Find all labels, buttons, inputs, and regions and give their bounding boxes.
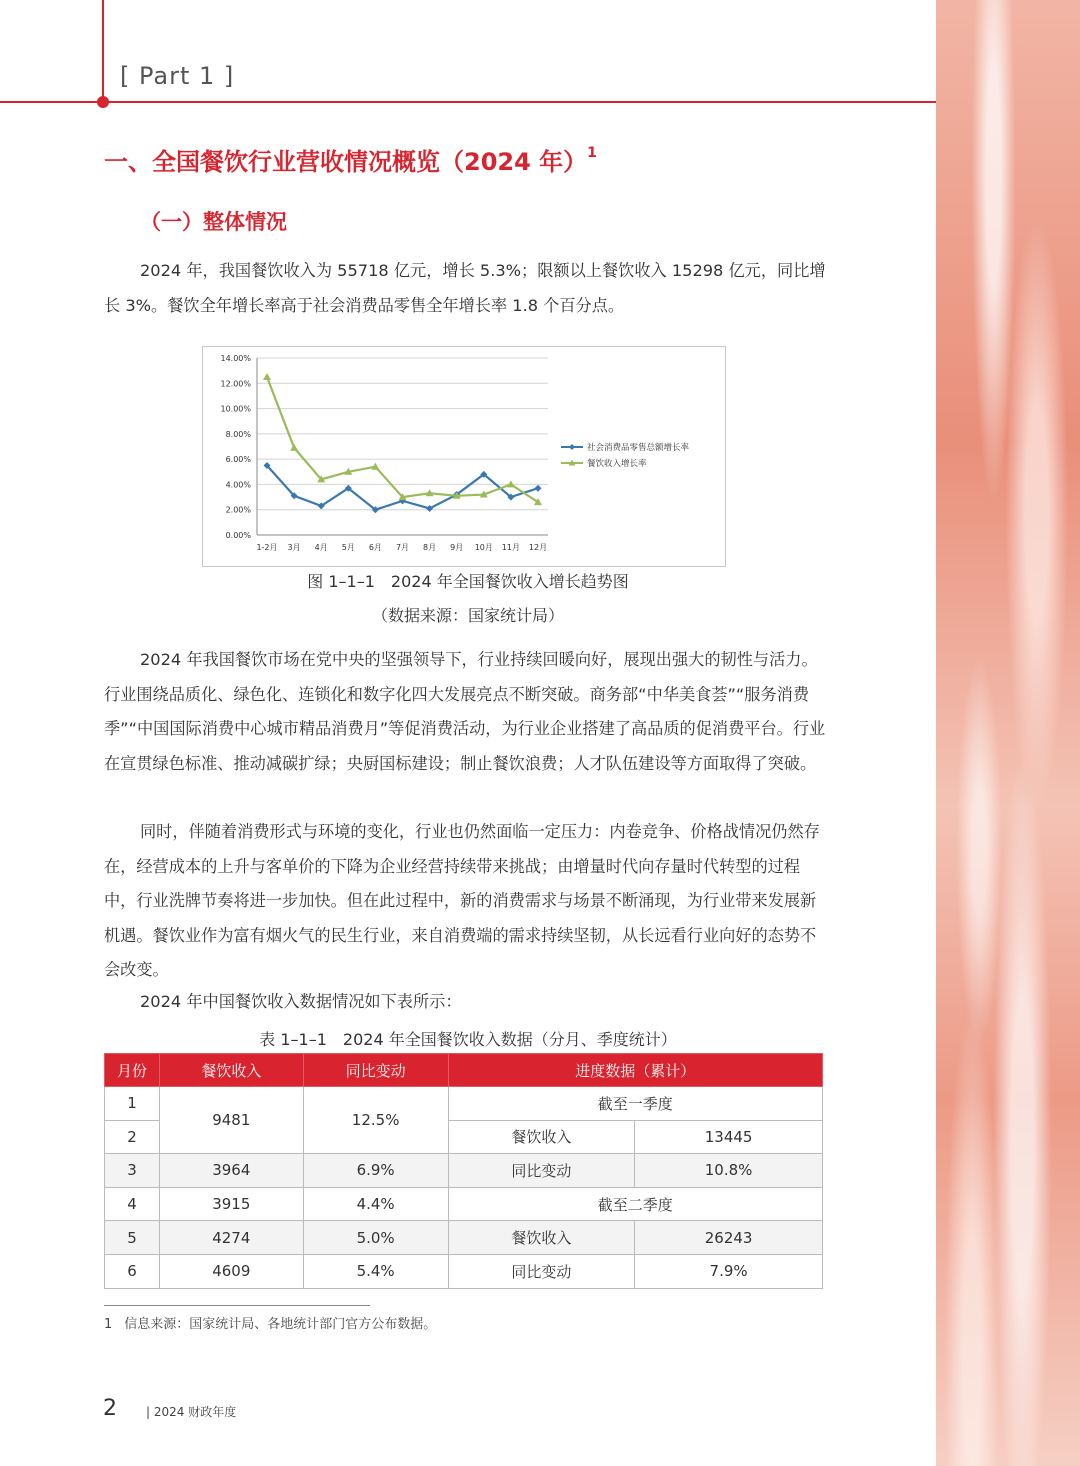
table-header-row xyxy=(105,1054,823,1087)
cell-month: 2 xyxy=(105,1120,160,1154)
chart-source: （数据来源：国家统计局） xyxy=(371,606,564,625)
legend-label: 社会消费品零售总额增长率 xyxy=(587,443,690,453)
cell-change: 12.5% xyxy=(303,1087,448,1154)
footnote-text: 信息来源：国家统计局、各地统计部门官方公布数据。 xyxy=(124,1317,437,1332)
decorative-photo-strip xyxy=(936,0,1080,1466)
x-tick-label: 9月 xyxy=(450,543,464,552)
cell-income: 3964 xyxy=(159,1154,303,1188)
legend-label: 餐饮收入增长率 xyxy=(587,459,647,469)
cell-progress-label: 餐饮收入 xyxy=(448,1221,635,1255)
x-tick-label: 12月 xyxy=(528,543,548,552)
table-row xyxy=(105,1154,823,1188)
growth-trend-chart xyxy=(202,346,726,567)
x-tick-label: 10月 xyxy=(474,543,493,552)
paragraph-market: 2024 年我国餐饮市场在党中央的坚强领导下，行业持续回暖向好，展现出强大的韧性与活力。行业围绕品质化、绿色化、连锁化和数字化四大发展亮点不断突破。商务部“中华美食荟”“服务消费季”“中国国际消费中心城市精品消费月”等促消费活动，为行业企业搭建了高品质的促消费平台。行业在宣贯绿色标准、推动减碳扩绿；央厨国标建设；制止餐饮浪费；人才队伍建设等方面取得了突破。 xyxy=(104,650,826,773)
cell-change: 6.9% xyxy=(303,1154,448,1188)
header-rule-dot xyxy=(97,96,109,108)
chart-svg xyxy=(203,347,725,566)
footnote-divider xyxy=(104,1305,370,1306)
cell-income: 4609 xyxy=(159,1254,303,1288)
cell-progress-label: 同比变动 xyxy=(448,1154,635,1188)
table-row xyxy=(105,1254,823,1288)
y-tick-label: 2.00% xyxy=(225,505,251,515)
footnote xyxy=(104,1313,436,1332)
cell-progress-label: 餐饮收入 xyxy=(448,1120,635,1154)
income-table xyxy=(104,1053,823,1289)
x-tick-label: 1-2月 xyxy=(256,543,278,552)
header-horizontal-rule xyxy=(0,101,936,103)
table-row xyxy=(105,1187,823,1221)
header-vertical-rule xyxy=(102,0,104,102)
chart-caption: 图 1–1–1 2024 年全国餐饮收入增长趋势图 xyxy=(307,572,629,591)
cell-progress-value: 26243 xyxy=(635,1221,823,1255)
cell-progress-label: 同比变动 xyxy=(448,1254,635,1288)
section-title xyxy=(104,142,597,177)
legend-marker xyxy=(569,444,575,450)
page-number: 2 xyxy=(103,1396,117,1421)
footnote-mark[interactable]: 1 xyxy=(587,145,597,161)
cell-progress-value: 10.8% xyxy=(635,1154,823,1188)
table-row xyxy=(105,1087,823,1121)
footer-title: | 2024 财政年度 xyxy=(146,1405,237,1419)
x-tick-label: 3月 xyxy=(287,543,301,552)
cell-income: 3915 xyxy=(159,1187,303,1221)
section-title-text: 一、全国餐饮行业营收情况概览（2024 年） xyxy=(104,148,588,176)
cell-month: 6 xyxy=(105,1254,160,1288)
header-month: 月份 xyxy=(105,1054,160,1087)
y-tick-label: 8.00% xyxy=(225,429,251,439)
cell-progress-value: 7.9% xyxy=(635,1254,823,1288)
cell-progress-value: 13445 xyxy=(635,1120,823,1154)
cell-progress-title: 截至一季度 xyxy=(448,1087,822,1121)
header-progress: 进度数据（累计） xyxy=(448,1054,822,1087)
paragraph-pressure: 同时，伴随着消费形式与环境的变化，行业也仍然面临一定压力：内卷竞争、价格战情况仍然存在，经营成本的上升与客单价的下降为企业经营持续带来挑战；由增量时代向存量时代转型的过程中，行业洗牌节奏将进一步加快。但在此过程中，新的消费需求与场景不断涌现，为行业带来发展新机遇。餐饮业作为富有烟火气的民生行业，来自消费端的需求持续坚韧，从长远看行业向好的态势不会改变。 xyxy=(104,822,820,979)
y-tick-label: 4.00% xyxy=(225,480,251,490)
paragraph-table-intro: 2024 年中国餐饮收入数据情况如下表所示： xyxy=(140,992,462,1011)
cell-change: 4.4% xyxy=(303,1187,448,1221)
x-tick-label: 6月 xyxy=(368,543,382,552)
x-tick-label: 4月 xyxy=(314,543,328,552)
footnote-number: 1 xyxy=(104,1317,113,1332)
header-income: 餐饮收入 xyxy=(159,1054,303,1087)
data-point xyxy=(263,373,271,380)
cell-change: 5.0% xyxy=(303,1221,448,1255)
x-tick-label: 5月 xyxy=(341,543,355,552)
cell-month: 1 xyxy=(105,1087,160,1121)
y-tick-label: 6.00% xyxy=(225,455,251,465)
data-point xyxy=(290,444,298,451)
cell-change: 5.4% xyxy=(303,1254,448,1288)
cell-month: 4 xyxy=(105,1187,160,1221)
x-tick-label: 11月 xyxy=(501,543,520,552)
y-tick-label: 14.00% xyxy=(220,354,251,363)
cell-month: 5 xyxy=(105,1221,160,1255)
x-tick-label: 7月 xyxy=(395,543,410,552)
x-tick-label: 8月 xyxy=(423,543,437,552)
subsection-title: （一）整体情况 xyxy=(140,210,287,234)
data-point xyxy=(535,485,542,492)
part-label: [ Part 1 ] xyxy=(120,62,235,90)
cell-progress-title: 截至二季度 xyxy=(448,1187,822,1221)
header-change: 同比变动 xyxy=(303,1054,448,1087)
y-tick-label: 10.00% xyxy=(220,404,251,414)
paragraph-overview: 2024 年，我国餐饮收入为 55718 亿元，增长 5.3%；限额以上餐饮收入 15298 亿元，同比增长 3%。餐饮全年增长率高于社会消费品零售全年增长率 1.8 个百分点。 xyxy=(104,261,826,315)
series-line xyxy=(267,377,538,502)
cell-month: 3 xyxy=(105,1154,160,1188)
cell-income: 4274 xyxy=(159,1221,303,1255)
table-caption: 表 1–1–1 2024 年全国餐饮收入数据（分月、季度统计） xyxy=(259,1030,677,1049)
cell-income: 9481 xyxy=(159,1087,303,1154)
y-tick-label: 12.00% xyxy=(220,379,251,389)
table-row xyxy=(105,1221,823,1255)
y-tick-label: 0.00% xyxy=(225,531,251,540)
